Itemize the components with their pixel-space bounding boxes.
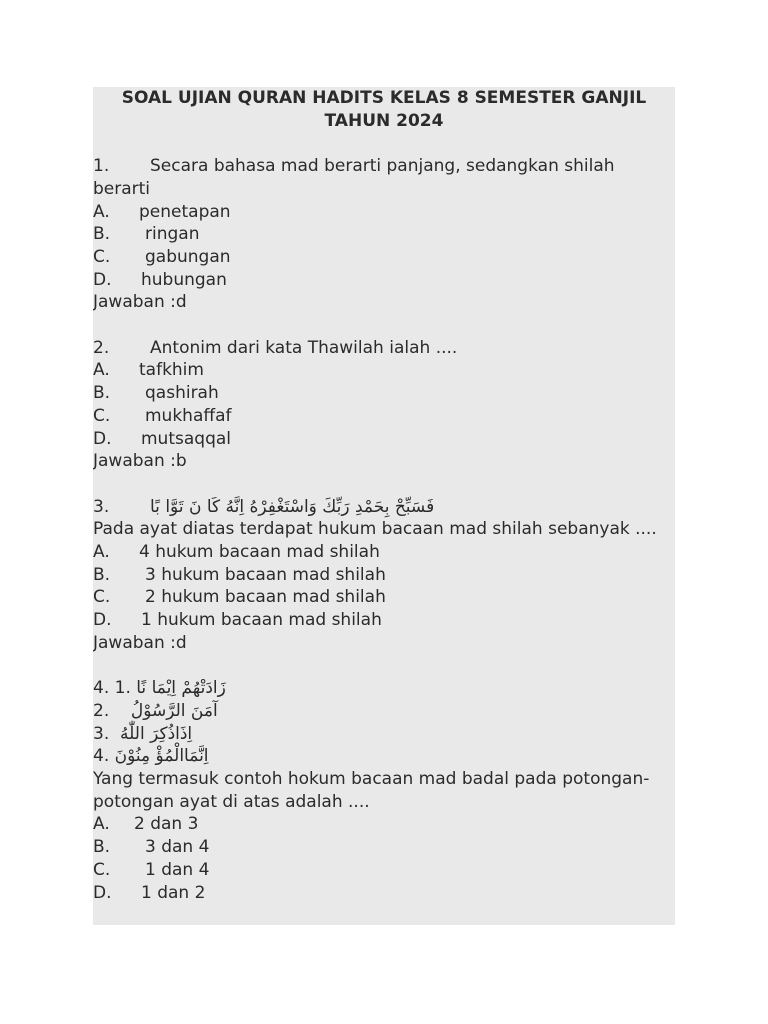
option-b: B. qashirah (93, 383, 219, 404)
option-c: C. 1 dan 4 (93, 859, 210, 880)
question-2 (93, 337, 675, 473)
option-b: B. 3 hukum bacaan mad shilah (93, 564, 386, 585)
answer: Jawaban :d (93, 292, 187, 313)
option-a: A. tafkhim (93, 360, 204, 381)
option-b: B. ringan (93, 224, 200, 245)
verse-fragment-1: 4. 1. زَادَتْهُمْ اِيْمَا نًا (93, 678, 226, 699)
question-1-stem (93, 155, 675, 200)
question-3-verse (93, 496, 675, 519)
option-d: D. 1 hukum bacaan mad shilah (93, 610, 382, 631)
verse-fragment-3: 3. اِذَاذُكِرَ اللّٰهُ (93, 723, 193, 744)
option-a: A. 2 dan 3 (93, 814, 199, 835)
spacer (93, 655, 675, 678)
option-c: C. gabungan (93, 246, 231, 267)
question-2-stem (93, 337, 675, 360)
question-3 (93, 496, 675, 655)
option-c: C. 2 hukum bacaan mad shilah (93, 587, 386, 608)
verse-fragment-2: 2. آمَنَ الرَّسُوْلُ (93, 700, 218, 721)
question-4-stem: Yang termasuk contoh hokum bacaan mad badal pada potongan-potongan ayat di atas adalah .... (93, 769, 650, 812)
question-text: Antonim dari kata Thawilah ialah .... (150, 337, 458, 358)
question-number: 1. (93, 156, 110, 177)
answer: Jawaban :b (93, 451, 187, 472)
option-d: D. hubungan (93, 269, 227, 290)
option-a: A. 4 hukum bacaan mad shilah (93, 542, 380, 563)
verse-fragment-4: 4. اِنَّمَاالْمُؤْ مِنُوْنَ (93, 746, 209, 767)
option-d: D. mutsaqqal (93, 428, 231, 449)
option-b: B. 3 dan 4 (93, 837, 210, 858)
spacer (93, 132, 675, 155)
question-number: 2. (93, 337, 110, 358)
arabic-verse: فَسَبِّحْ بِحَمْدِ رَبِّكَ وَاسْتَغْفِرْهُ اِنَّهُ كَا نَ تَوَّا بًا (150, 496, 435, 517)
question-number: 3. (93, 496, 110, 517)
document-title: SOAL UJIAN QURAN HADITS KELAS 8 SEMESTER GANJIL TAHUN 2024 (121, 88, 647, 131)
answer: Jawaban :d (93, 632, 187, 653)
question-4 (93, 677, 675, 904)
option-d: D. 1 dan 2 (93, 882, 206, 903)
question-1 (93, 155, 675, 314)
spacer (93, 473, 675, 496)
document-sheet (93, 87, 675, 925)
spacer (93, 314, 675, 337)
question-3-stem: Pada ayat diatas terdapat hukum bacaan mad shilah sebanyak .... (93, 519, 657, 540)
option-c: C. mukhaffaf (93, 405, 232, 426)
option-a: A. penetapan (93, 201, 231, 222)
question-text: Secara bahasa mad berarti panjang, sedangkan shilah berarti (93, 156, 615, 199)
